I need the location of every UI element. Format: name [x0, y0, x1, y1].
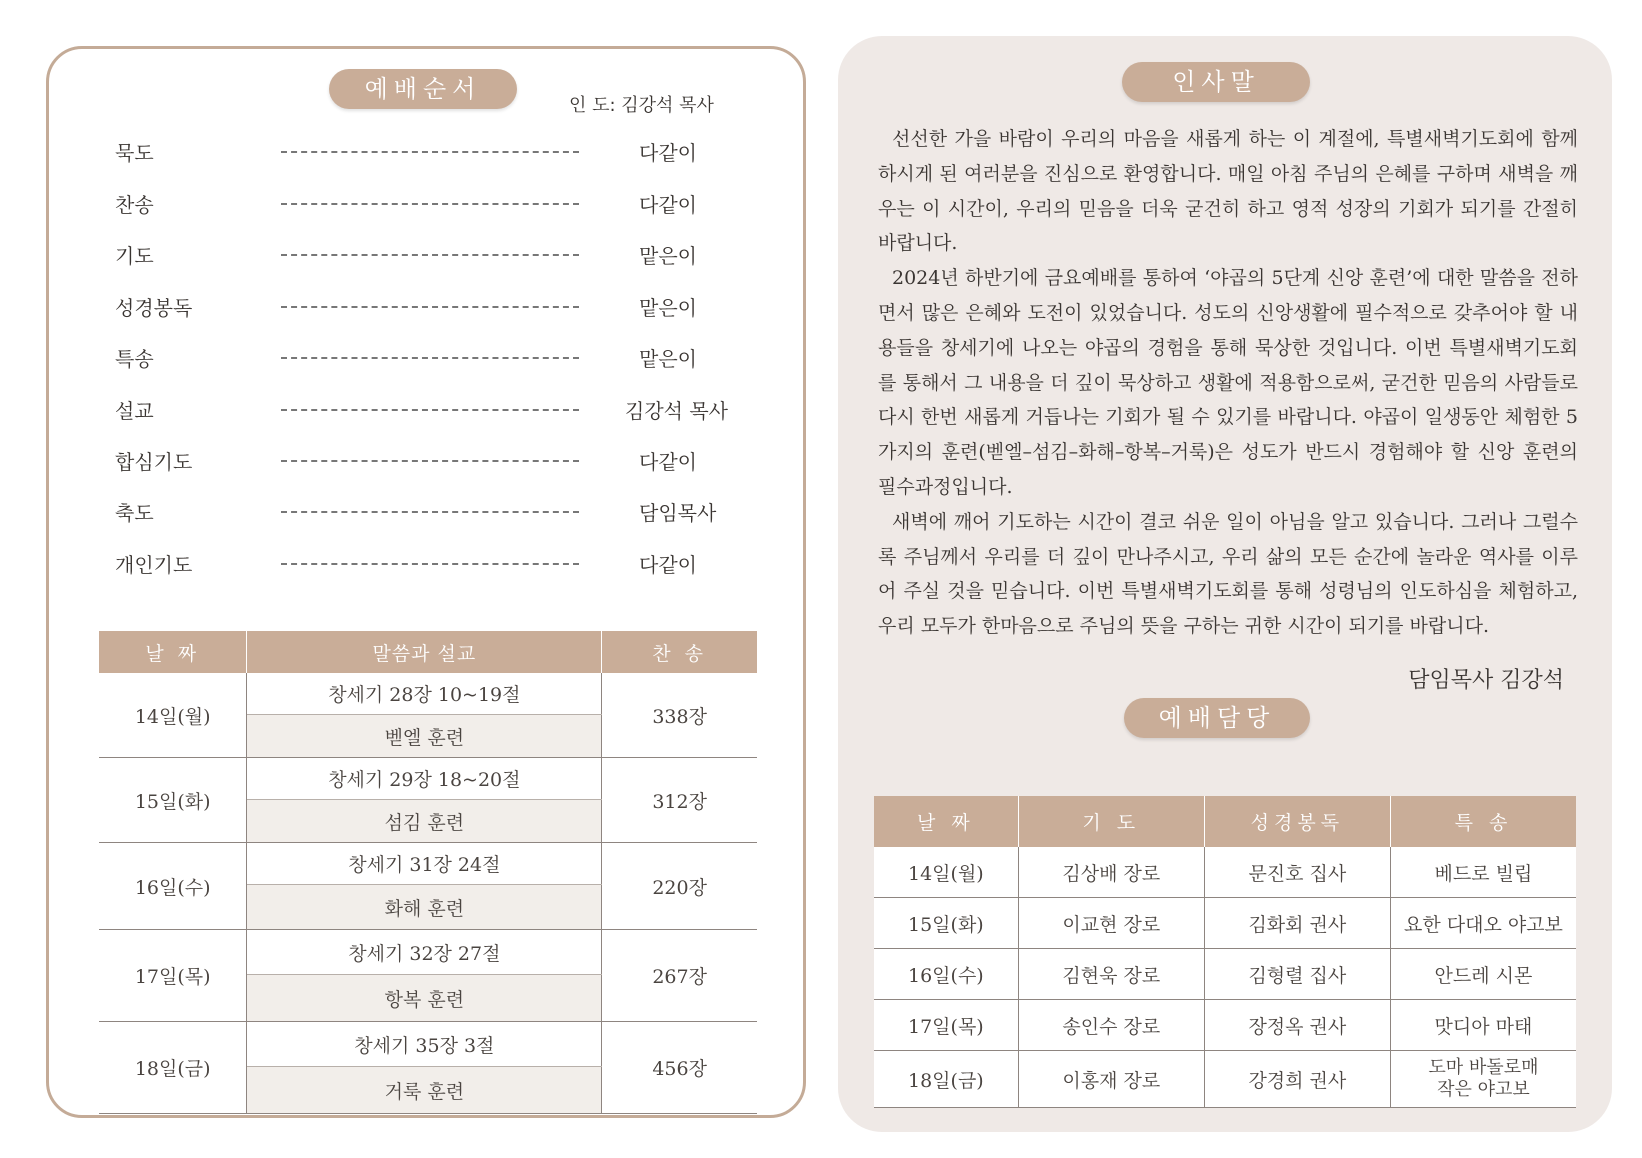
- training-cell: 섬김 훈련: [247, 800, 602, 843]
- greeting-paragraph: 새벽에 깨어 기도하는 시간이 결코 쉬운 일이 아님을 알고 있습니다. 그러나 그럴수록 주님께서 우리를 더 깊이 만나주시고, 우리 삶의 모든 순간에 놀라운 역사를 이루어 주실 것을 믿습니다. 이번 특별새벽기도회를 통해 성령님의 인도하심을 체험하고, 우리 모두가 한마음으로 주님의 뜻을 구하는 귀한 시간이 되기를 바랍니다.: [878, 510, 1578, 638]
- order-row: [49, 137, 809, 167]
- dashed-leader: [281, 409, 579, 411]
- order-performer: 맡은이: [639, 244, 697, 268]
- passage-cell: 창세기 31장 24절: [247, 843, 602, 885]
- table-row: [874, 898, 1576, 949]
- special-cell: 안드레 시몬: [1390, 949, 1576, 1000]
- prayer-cell: 이교현 장로: [1018, 898, 1204, 949]
- greeting-panel: [838, 36, 1612, 1132]
- dashed-leader: [281, 254, 579, 256]
- dashed-leader: [281, 151, 579, 153]
- table-row: [99, 843, 757, 885]
- dashed-leader: [281, 306, 579, 308]
- header-sermon: 말씀과 설교: [247, 631, 602, 673]
- reading-cell: 문진호 집사: [1204, 847, 1390, 898]
- dashed-leader: [281, 511, 579, 513]
- order-performer: 다같이: [639, 450, 697, 474]
- duty-table: [874, 796, 1576, 1108]
- reading-cell: 김화회 권사: [1204, 898, 1390, 949]
- special-cell: 요한 다대오 야고보: [1390, 898, 1576, 949]
- prayer-cell: 김상배 장로: [1018, 847, 1204, 898]
- table-header-row: [874, 796, 1576, 847]
- reading-cell: 장정옥 권사: [1204, 1000, 1390, 1051]
- order-performer: 다같이: [639, 193, 697, 217]
- date-cell: 15일(화): [99, 758, 247, 843]
- order-row: [49, 549, 809, 579]
- order-row: [49, 395, 809, 425]
- reading-cell: 김형렬 집사: [1204, 949, 1390, 1000]
- greeting-body: [878, 122, 1578, 644]
- special-line: 작은 야고보: [1437, 1079, 1530, 1100]
- leader-text: 인 도: 김강석 목사: [569, 95, 714, 116]
- greeting-paragraph: 2024년 하반기에 금요예배를 통하여 ‘야곱의 5단계 신앙 훈련’에 대한 말씀을 전하면서 많은 은혜와 도전이 있었습니다. 성도의 신앙생활에 필수적으로 갖추어야 할 내용들을 창세기에 나오는 야곱의 경험을 통해 묵상한 것입니다. 이번 특별새벽기도회를 통해서 그 내용을 더 깊이 묵상하고 생활에 적용함으로써, 굳건한 믿음의 사람들로 다시 한번 새롭게 거듭나는 기회가 될 수 있기를 바랍니다. 야곱이 일생동안 체험한 5가지의 훈련(벧엘–섬김–화해–항복–거룩)은 성도가 반드시 경험해야 할 신앙 훈련의 필수과정입니다.: [878, 267, 1578, 498]
- hymn-cell: 312장: [602, 758, 757, 843]
- header-special: 특 송: [1390, 796, 1576, 847]
- worship-order-panel: [46, 46, 806, 1118]
- hymn-cell: 338장: [602, 673, 757, 758]
- date-cell: 18일(금): [99, 1022, 247, 1114]
- order-performer: 담임목사: [639, 501, 717, 525]
- order-item: 찬송: [115, 193, 154, 217]
- date-cell: 15일(화): [874, 898, 1018, 949]
- header-prayer: 기 도: [1018, 796, 1204, 847]
- prayer-cell: 송인수 장로: [1018, 1000, 1204, 1051]
- order-item: 특송: [115, 347, 154, 371]
- date-cell: 14일(월): [874, 847, 1018, 898]
- special-cell: [1390, 1051, 1576, 1108]
- header-reading: 성경봉독: [1204, 796, 1390, 847]
- special-cell: 맛디아 마태: [1390, 1000, 1576, 1051]
- date-cell: 18일(금): [874, 1051, 1018, 1108]
- table-row: [99, 930, 757, 975]
- hymn-cell: 456장: [602, 1022, 757, 1114]
- special-cell: 베드로 빌립: [1390, 847, 1576, 898]
- order-performer: 김강석 목사: [625, 399, 728, 423]
- dashed-leader: [281, 203, 579, 205]
- header-date: 날 짜: [99, 631, 247, 673]
- passage-cell: 창세기 32장 27절: [247, 930, 602, 975]
- worship-order-title: 예배순서: [329, 69, 517, 109]
- date-cell: 16일(수): [99, 843, 247, 930]
- order-row: [49, 446, 809, 476]
- table-row: [874, 1000, 1576, 1051]
- training-cell: 거룩 훈련: [247, 1067, 602, 1114]
- order-row: [49, 189, 809, 219]
- passage-cell: 창세기 28장 10~19절: [247, 673, 602, 715]
- order-row: [49, 292, 809, 322]
- table-header-row: [99, 631, 757, 673]
- table-row: [99, 1022, 757, 1067]
- header-date: 날 짜: [874, 796, 1018, 847]
- training-cell: 화해 훈련: [247, 885, 602, 930]
- training-cell: 항복 훈련: [247, 975, 602, 1022]
- date-cell: 17일(목): [99, 930, 247, 1022]
- header-hymn: 찬 송: [602, 631, 757, 673]
- order-performer: 맡은이: [639, 296, 697, 320]
- order-item: 개인기도: [115, 553, 193, 577]
- order-item: 묵도: [115, 141, 154, 165]
- dashed-leader: [281, 563, 579, 565]
- date-cell: 16일(수): [874, 949, 1018, 1000]
- prayer-cell: 김현욱 장로: [1018, 949, 1204, 1000]
- training-cell: 벧엘 훈련: [247, 715, 602, 758]
- order-performer: 맡은이: [639, 347, 697, 371]
- order-performer: 다같이: [639, 553, 697, 577]
- sermon-schedule-table: [99, 631, 757, 1114]
- order-performer: 다같이: [639, 141, 697, 165]
- order-row: [49, 497, 809, 527]
- date-cell: 14일(월): [99, 673, 247, 758]
- table-row: [874, 1051, 1576, 1108]
- passage-cell: 창세기 35장 3절: [247, 1022, 602, 1067]
- order-item: 합심기도: [115, 450, 193, 474]
- order-row: [49, 240, 809, 270]
- order-item: 축도: [115, 501, 154, 525]
- greeting-paragraph: 선선한 가을 바람이 우리의 마음을 새롭게 하는 이 계절에, 특별새벽기도회에 함께하시게 된 여러분을 진심으로 환영합니다. 매일 아침 주님의 은혜를 구하며 새벽을 깨우는 이 시간이, 우리의 믿음을 더욱 굳건히 하고 영적 성장의 기회가 되기를 간절히 바랍니다.: [878, 128, 1578, 255]
- order-item: 성경봉독: [115, 296, 193, 320]
- hymn-cell: 267장: [602, 930, 757, 1022]
- dashed-leader: [281, 357, 579, 359]
- signature: 담임목사 김강석: [1408, 668, 1564, 693]
- greeting-title: 인사말: [1122, 62, 1310, 102]
- table-row: [874, 847, 1576, 898]
- table-row: [99, 758, 757, 800]
- date-cell: 17일(목): [874, 1000, 1018, 1051]
- order-item: 설교: [115, 399, 154, 423]
- passage-cell: 창세기 29장 18~20절: [247, 758, 602, 800]
- dashed-leader: [281, 460, 579, 462]
- reading-cell: 강경희 권사: [1204, 1051, 1390, 1108]
- duty-title: 예배담당: [1124, 698, 1310, 738]
- table-row: [99, 673, 757, 715]
- order-row: [49, 343, 809, 373]
- special-line: 도마 바돌로매: [1428, 1057, 1539, 1078]
- order-item: 기도: [115, 244, 154, 268]
- hymn-cell: 220장: [602, 843, 757, 930]
- prayer-cell: 이홍재 장로: [1018, 1051, 1204, 1108]
- table-row: [874, 949, 1576, 1000]
